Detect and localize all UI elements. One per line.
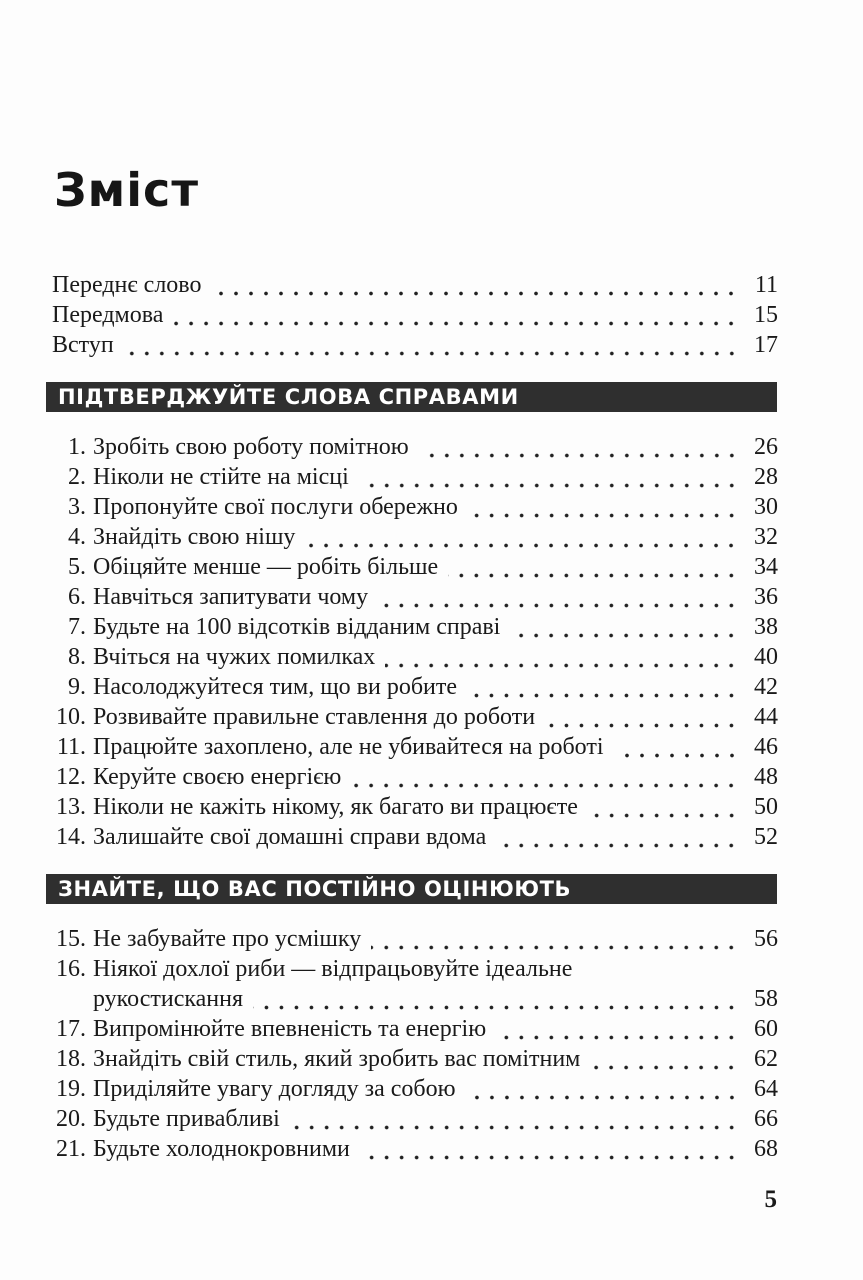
toc-entry-title: Пропонуйте свої послуги обережно xyxy=(93,494,458,520)
toc-entry xyxy=(52,432,778,462)
dot-leader xyxy=(211,291,744,296)
toc-entry xyxy=(52,1074,778,1104)
dot-leader xyxy=(496,1035,744,1040)
dot-leader xyxy=(378,603,744,608)
toc-entry-page: 30 xyxy=(754,494,778,520)
toc-entry-page: 36 xyxy=(754,584,778,610)
toc-entry-number: 14. xyxy=(56,824,86,850)
toc-entry xyxy=(52,1104,778,1134)
toc-entry-page: 28 xyxy=(754,464,778,490)
dot-leader xyxy=(173,321,744,326)
toc-entry-number: 20. xyxy=(56,1106,86,1132)
toc-entry-page: 38 xyxy=(754,614,778,640)
toc-entry-number: 7. xyxy=(68,614,86,640)
toc-entry-number: 13. xyxy=(56,794,86,820)
toc-entry-number: 15. xyxy=(56,926,86,952)
toc-entry-page: 60 xyxy=(754,1016,778,1042)
toc-entry xyxy=(52,672,778,702)
toc-entry-title: Насолоджуйтеся тим, що ви робите xyxy=(93,674,458,700)
dot-leader xyxy=(496,843,744,848)
toc-entry-number: 2. xyxy=(68,464,86,490)
page-number: 5 xyxy=(764,1186,777,1213)
toc-entry-number: 12. xyxy=(56,764,86,790)
toc-entry xyxy=(52,792,778,822)
toc-entry-title: Навчіться запитувати чому xyxy=(93,584,369,610)
dot-leader xyxy=(359,483,744,488)
toc-entry-number: 8. xyxy=(68,644,86,670)
toc-entry-number: 16. xyxy=(56,956,86,982)
toc-entry-number: 11. xyxy=(56,734,86,760)
toc-entry xyxy=(52,300,778,330)
dot-leader xyxy=(419,453,744,458)
table-of-contents xyxy=(52,270,778,1164)
toc-entry-title: Передмова xyxy=(52,302,164,328)
toc-entry-title: Вступ xyxy=(52,332,114,358)
toc-entry xyxy=(52,330,778,360)
toc-entry xyxy=(52,1014,778,1044)
toc-entry-title: Знайдіть свій стиль, який зробить вас помітним xyxy=(93,1046,581,1072)
toc-entry xyxy=(52,822,778,852)
dot-leader xyxy=(124,351,744,356)
toc-entry-title: Приділяйте увагу догляду за собою xyxy=(93,1076,456,1102)
toc-entry-number: 6. xyxy=(68,584,86,610)
toc-entry xyxy=(52,582,778,612)
toc-entry-page: 58 xyxy=(754,986,778,1012)
toc-entry xyxy=(52,270,778,300)
toc-entry xyxy=(52,612,778,642)
toc-entry-page: 66 xyxy=(754,1106,778,1132)
toc-entry xyxy=(52,762,778,792)
toc-entry-title: Ніякої дохлої риби — відпрацьовуйте ідеальне xyxy=(93,956,573,982)
dot-leader xyxy=(590,1065,744,1070)
dot-leader xyxy=(290,1125,744,1130)
toc-entry-page: 52 xyxy=(754,824,778,850)
toc-entry-title: Знайдіть свою нішу xyxy=(93,524,296,550)
dot-leader xyxy=(468,513,744,518)
toc-entry xyxy=(52,552,778,582)
toc-entry-page: 15 xyxy=(754,302,778,328)
toc-entry-page: 56 xyxy=(754,926,778,952)
toc-entry-page: 34 xyxy=(754,554,778,580)
dot-leader xyxy=(466,1095,744,1100)
toc-entry-number: 9. xyxy=(68,674,86,700)
toc-entry xyxy=(52,642,778,672)
toc-entry-page: 46 xyxy=(754,734,778,760)
toc-entry-title: Не забувайте про усмішку xyxy=(93,926,362,952)
toc-entry-number: 10. xyxy=(56,704,86,730)
dot-leader xyxy=(545,723,744,728)
toc-entry xyxy=(52,732,778,762)
dot-leader xyxy=(305,543,744,548)
toc-entry-title: Ніколи не стійте на місці xyxy=(93,464,349,490)
dot-leader xyxy=(510,633,744,638)
dot-leader xyxy=(588,813,744,818)
toc-entry-number: 21. xyxy=(56,1136,86,1162)
toc-entry-number: 3. xyxy=(68,494,86,520)
toc-entry-number: 5. xyxy=(68,554,86,580)
toc-entry xyxy=(52,462,778,492)
toc-entry xyxy=(52,702,778,732)
toc-entry-page: 26 xyxy=(754,434,778,460)
toc-entry-title: Будьте привабливі xyxy=(93,1106,280,1132)
dot-leader xyxy=(467,693,744,698)
toc-entry-title: Ніколи не кажіть нікому, як багато ви працюєте xyxy=(93,794,578,820)
toc-entry xyxy=(52,1134,778,1164)
toc-entry-number: 17. xyxy=(56,1016,86,1042)
toc-entry xyxy=(52,954,778,984)
toc-entry xyxy=(52,1044,778,1074)
toc-entry-title: Переднє слово xyxy=(52,272,202,298)
toc-entry-title: Будьте на 100 відсотків відданим справі xyxy=(93,614,501,640)
dot-leader xyxy=(360,1155,744,1160)
toc-entry-page: 62 xyxy=(754,1046,778,1072)
toc-entry-number: 18. xyxy=(56,1046,86,1072)
toc-entry-title: Вчіться на чужих помилках xyxy=(93,644,376,670)
dot-leader xyxy=(253,1005,744,1010)
toc-entry-page: 64 xyxy=(754,1076,778,1102)
toc-entry-title: Працюйте захоплено, але не убивайтеся на роботі xyxy=(93,734,604,760)
toc-entry xyxy=(52,492,778,522)
dot-leader xyxy=(614,753,745,758)
toc-entry-page: 44 xyxy=(754,704,778,730)
toc-entry-title: Залишайте свої домашні справи вдома xyxy=(93,824,487,850)
dot-leader xyxy=(385,663,744,668)
toc-entry-page: 11 xyxy=(754,272,778,298)
toc-entry-page: 40 xyxy=(754,644,778,670)
toc-entry-page: 48 xyxy=(754,764,778,790)
toc-entry xyxy=(52,984,778,1014)
page-title: Зміст xyxy=(54,163,199,217)
toc-entry-page: 32 xyxy=(754,524,778,550)
toc-entry-title: рукостискання xyxy=(93,986,244,1012)
toc-entry-number: 1. xyxy=(68,434,86,460)
section-header-bar: ПІДТВЕРДЖУЙТЕ СЛОВА СПРАВАМИ xyxy=(46,382,777,412)
toc-entry xyxy=(52,924,778,954)
dot-leader xyxy=(371,945,744,950)
toc-entry-title: Зробіть свою роботу помітною xyxy=(93,434,409,460)
toc-entry-page: 17 xyxy=(754,332,778,358)
toc-entry-title: Обіцяйте менше — робіть більше xyxy=(93,554,439,580)
toc-entry-page: 50 xyxy=(754,794,778,820)
toc-entry-title: Керуйте своєю енергією xyxy=(93,764,342,790)
toc-entry-number: 19. xyxy=(56,1076,86,1102)
toc-entry-title: Розвивайте правильне ставлення до роботи xyxy=(93,704,536,730)
toc-entry-title: Будьте холоднокровними xyxy=(93,1136,350,1162)
toc-entry xyxy=(52,522,778,552)
dot-leader xyxy=(448,573,744,578)
toc-entry-number: 4. xyxy=(68,524,86,550)
toc-entry-page: 68 xyxy=(754,1136,778,1162)
toc-entry-title: Випромінюйте впевненість та енергію xyxy=(93,1016,487,1042)
dot-leader xyxy=(351,783,744,788)
section-header-bar: ЗНАЙТЕ, ЩО ВАС ПОСТІЙНО ОЦІНЮЮТЬ xyxy=(46,874,777,904)
toc-entry-page: 42 xyxy=(754,674,778,700)
